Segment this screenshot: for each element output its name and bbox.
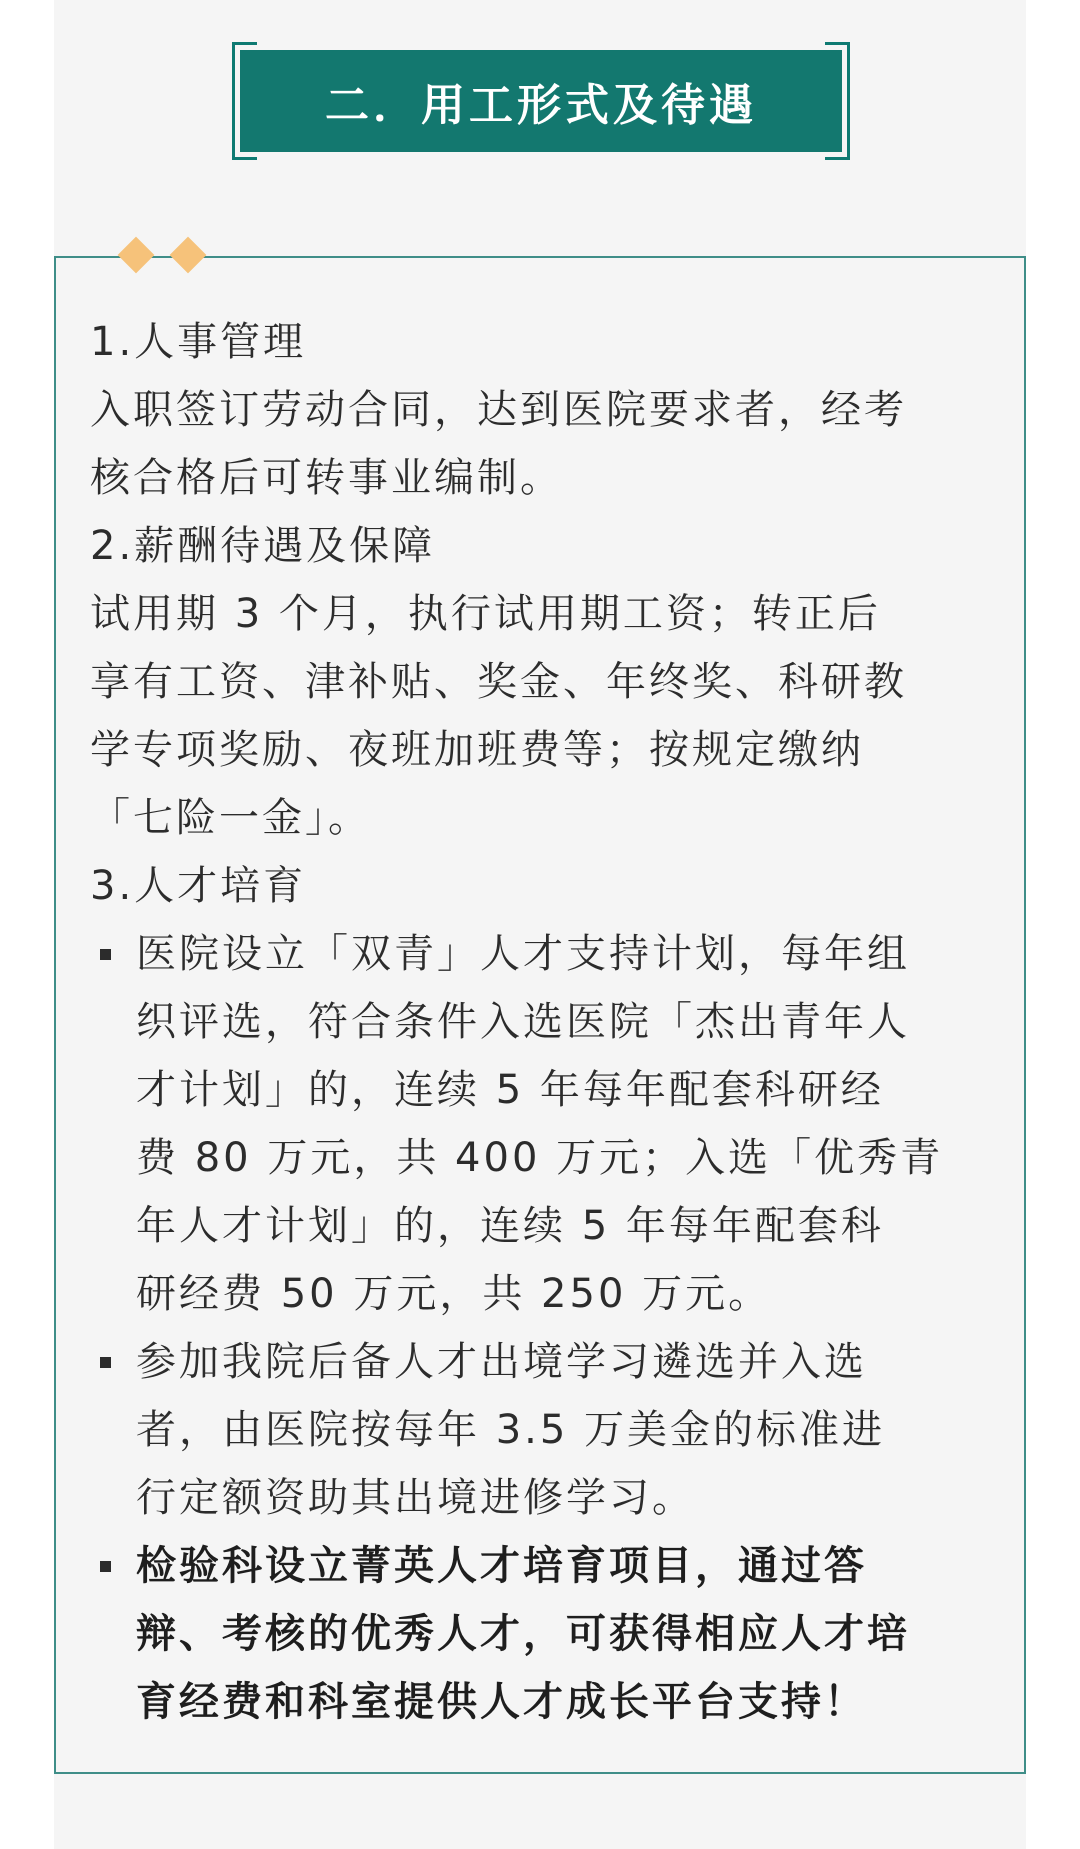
section-title-banner [232,42,850,160]
bullet-line: 研经费 50 万元，共 250 万元。 [136,1271,772,1317]
subheading-personnel: 1.人事管理 [90,319,307,365]
content-body [90,308,990,1736]
section-title: 二．用工形式及待遇 [325,80,757,131]
bullet-line: 育经费和科室提供人才成长平台支持！ [136,1679,867,1725]
paragraph-line: 入职签订劳动合同，达到医院要求者，经考 [90,387,907,433]
bullet-square-icon [100,1357,111,1368]
title-box [240,50,842,152]
paragraph-line: 试用期 3 个月，执行试用期工资；转正后 [90,591,881,637]
paragraph-line: 学专项奖励、夜班加班费等；按规定缴纳 [90,727,864,773]
subheading-salary: 2.薪酬待遇及保障 [90,523,436,569]
bullet-item [90,1328,990,1532]
bullet-line: 费 80 万元，共 400 万元；入选「优秀青 [136,1135,944,1181]
bullet-item [90,920,990,1328]
banner-frame-right [847,52,850,150]
bullet-line: 辩、考核的优秀人才，可获得相应人才培 [136,1611,910,1657]
bullet-line: 织评选，符合条件入选医院「杰出青年人 [136,999,910,1045]
paragraph-line: 「七险一金」。 [90,795,371,841]
bullet-square-icon [100,1561,111,1572]
bullet-line: 年人才计划」的，连续 5 年每年配套科 [136,1203,884,1249]
content-card [54,256,1026,1774]
bullet-line: 行定额资助其出境进修学习。 [136,1475,695,1521]
bullet-line: 医院设立「双青」人才支持计划，每年组 [136,931,910,977]
bullet-line: 检验科设立菁英人才培育项目，通过答 [136,1543,867,1589]
paragraph-line: 核合格后可转事业编制。 [90,455,563,501]
subheading-talent: 3.人才培育 [90,863,307,909]
bullet-square-icon [100,949,111,960]
bullet-line: 参加我院后备人才出境学习遴选并入选 [136,1339,867,1385]
bullet-line: 者，由医院按每年 3.5 万美金的标准进 [136,1407,886,1453]
paragraph-line: 享有工资、津补贴、奖金、年终奖、科研教 [90,659,907,705]
bullet-line: 才计划」的，连续 5 年每年配套科研经 [136,1067,884,1113]
bullet-item-highlight [90,1532,990,1736]
banner-frame-left [232,52,235,150]
